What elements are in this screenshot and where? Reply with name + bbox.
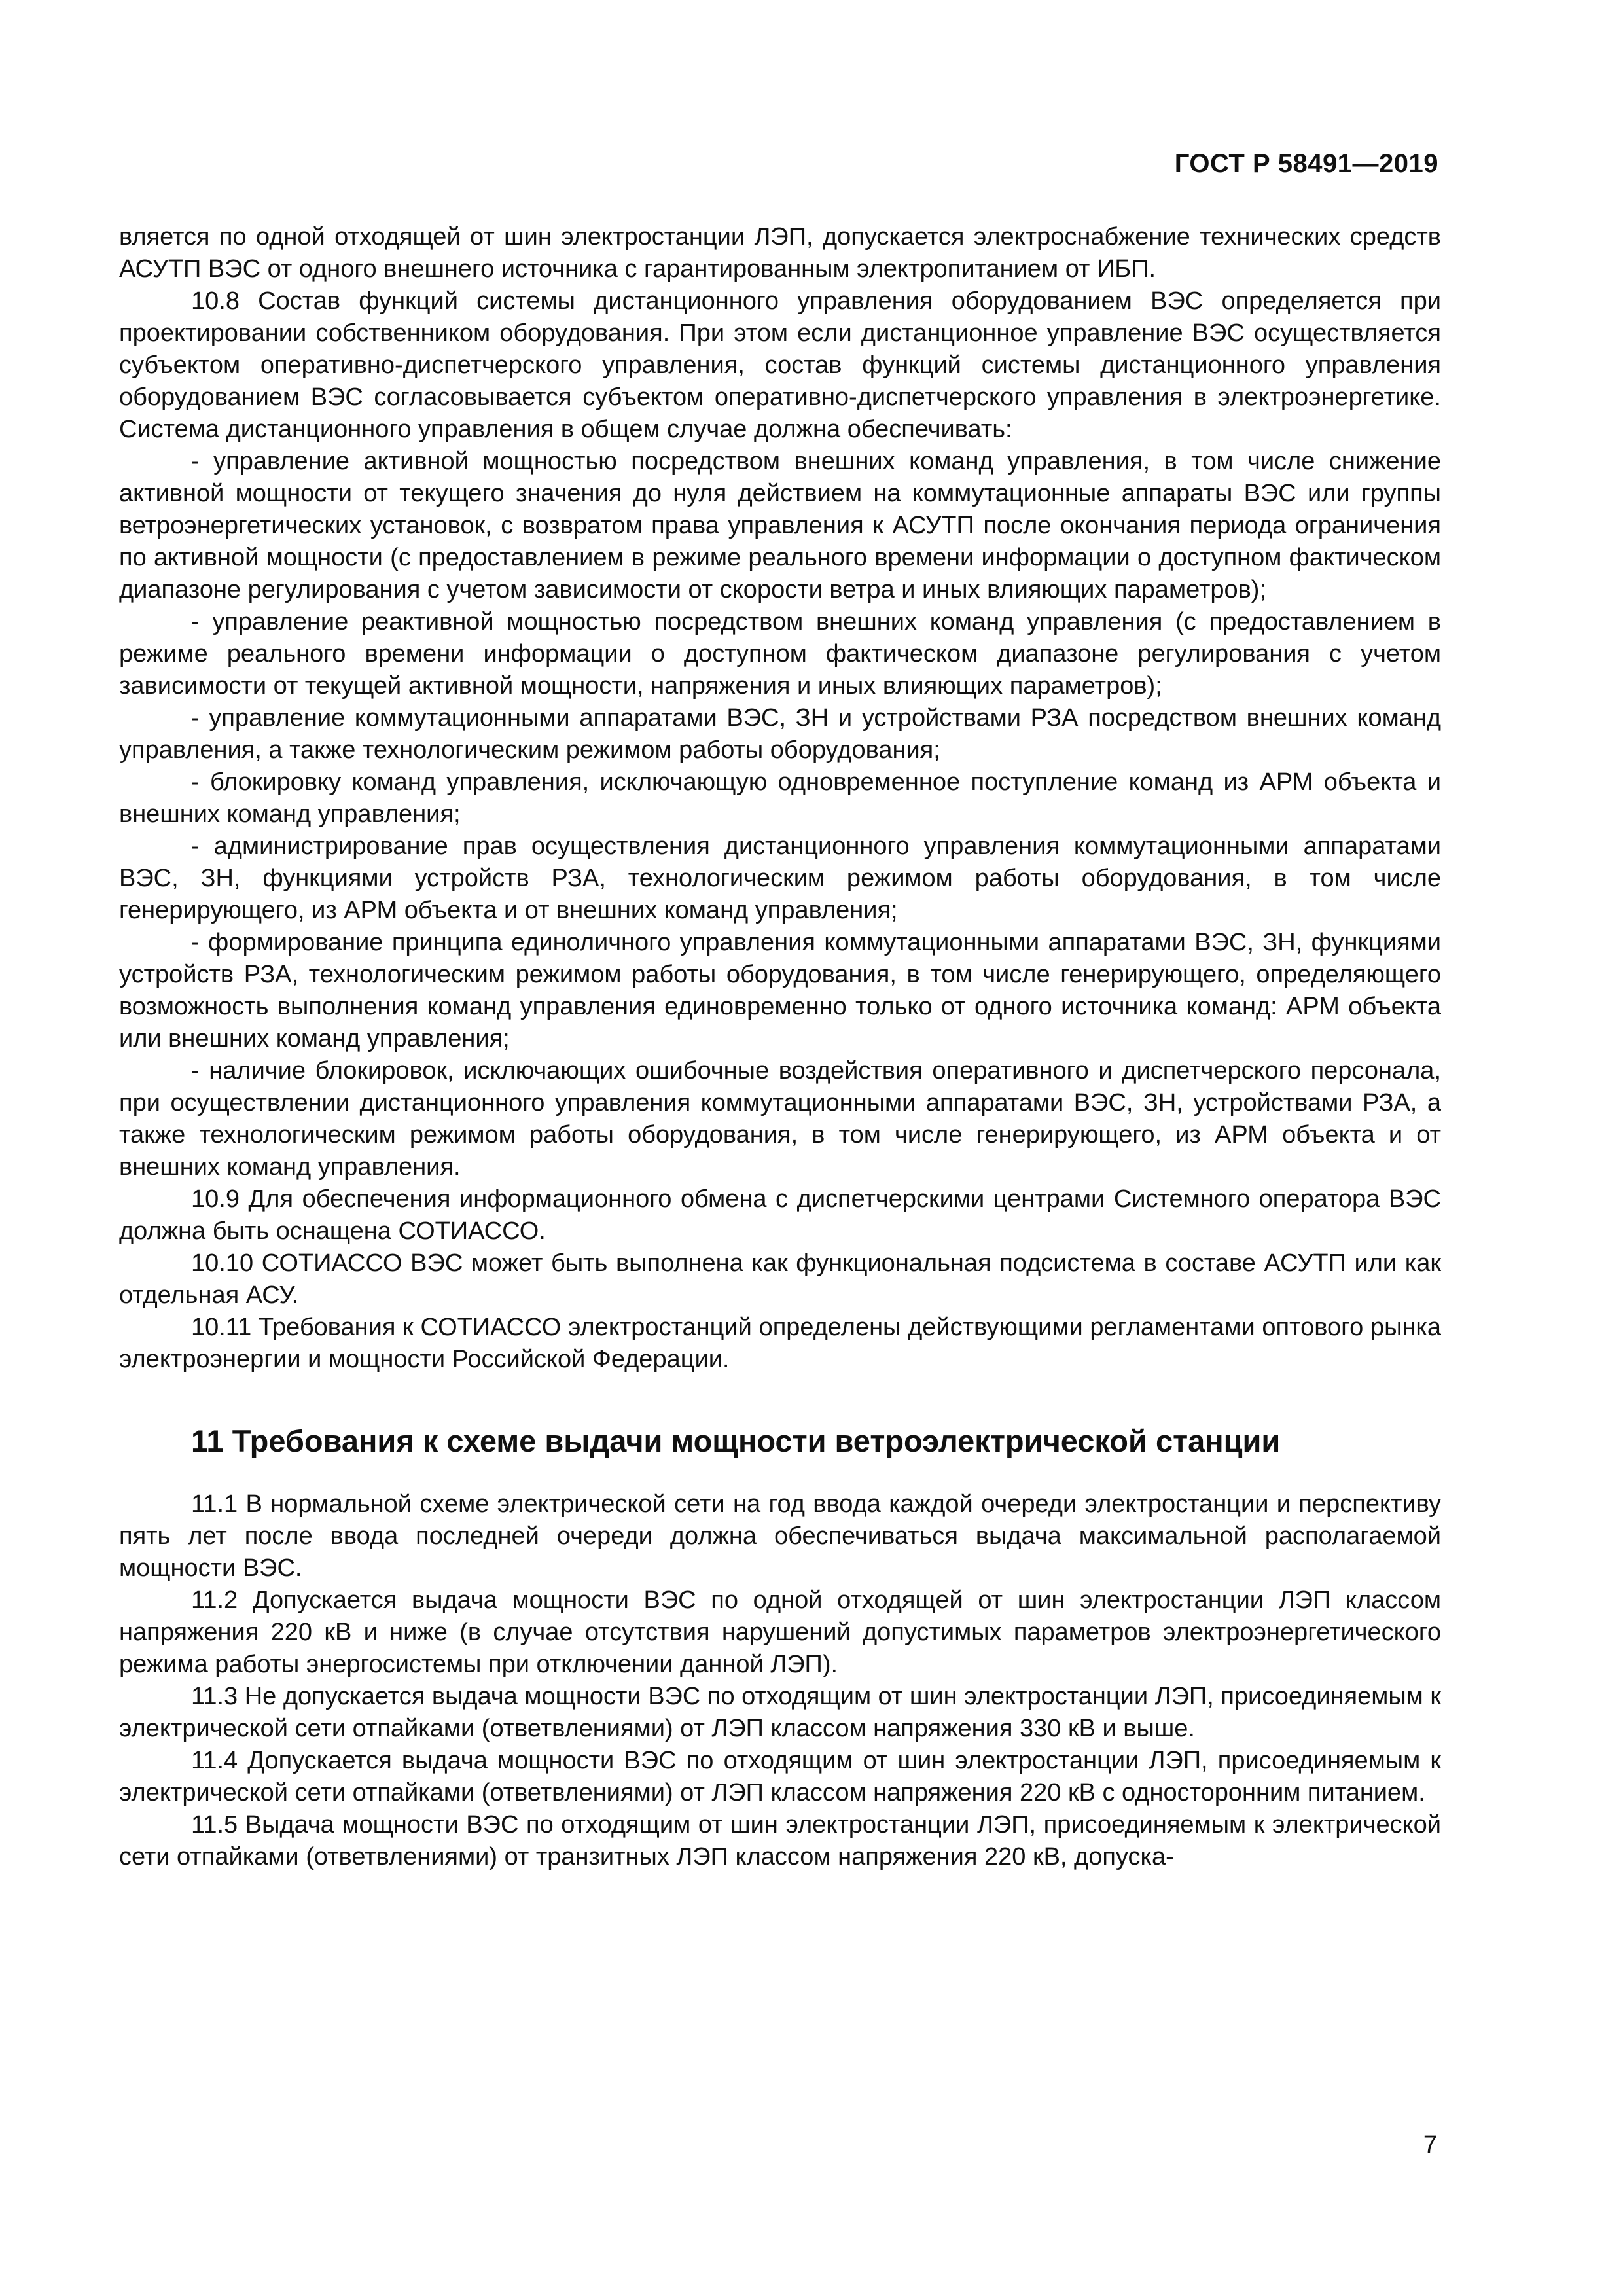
list-item-active-power: - управление активной мощностью посредством внешних команд управления, в том числе снижение активной мощности от текущего значения до нуля действием на коммутационные аппараты ВЭС или группы ветроэнергетических установок, с возвратом права управления к АСУТП после окончания периода ограничения по активной мощности (с предоставлением в режиме реального времени информации о доступном фактическом диапазоне регулирования с учетом зависимости от скорости ветра и иных влияющих параметров); [119,448,1441,603]
paragraph-11-3: 11.3 Не допускается выдача мощности ВЭС по отходящим от шин электростанции ЛЭП, присоединяемым к электрической сети отпайками (ответвлениями) от ЛЭП классом напряжения 330 кВ и выше. [119,1683,1441,1742]
list-item-switching-devices: - управление коммутационными аппаратами ВЭС, ЗН и устройствами РЗА посредством внешних команд управления, а также технологическим режимом работы оборудования; [119,704,1441,764]
page-number: 7 [1423,2131,1437,2159]
page-header: ГОСТ Р 58491—2019 [1174,149,1438,178]
paragraph-10-10: 10.10 СОТИАССО ВЭС может быть выполнена как функциональная подсистема в составе АСУТП или как отдельная АСУ. [119,1249,1441,1309]
paragraph-10-9: 10.9 Для обеспечения информационного обмена с диспетчерскими центрами Системного оператора ВЭС должна быть оснащена СОТИАССО. [119,1185,1441,1245]
paragraph-continuation: вляется по одной отходящей от шин электростанции ЛЭП, допускается электроснабжение технических средств АСУТП ВЭС от одного внешнего источника с гарантированным электропитанием от ИБП. [119,223,1441,283]
section-heading-11: 11 Требования к схеме выдачи мощности ветроэлектрической станции [191,1424,1281,1458]
paragraph-11-5: 11.5 Выдача мощности ВЭС по отходящим от шин электростанции ЛЭП, присоединяемым к электрической сети отпайками (ответвлениями) от транзитных ЛЭП классом напряжения 220 кВ, допуска- [119,1811,1441,1871]
paragraph-10-8: 10.8 Состав функций системы дистанционного управления оборудованием ВЭС определяется при проектировании собственником оборудования. При этом если дистанционное управление ВЭС осуществляется субъектом оперативно-диспетчерского управления, состав функций системы дистанционного управления оборудованием ВЭС согласовывается субъектом оперативно-диспетчерского управления в электроэнергетике. Система дистанционного управления в общем случае должна обеспечивать: [119,287,1441,443]
paragraph-11-2: 11.2 Допускается выдача мощности ВЭС по одной отходящей от шин электростанции ЛЭП классом напряжения 220 кВ и ниже (в случае отсутствия нарушений допустимых параметров электроэнергетического режима работы энергосистемы при отключении данной ЛЭП). [119,1587,1441,1678]
document-body [119,221,1441,1873]
paragraph-10-11: 10.11 Требования к СОТИАССО электростанций определены действующими регламентами оптового рынка электроэнергии и мощности Российской Федерации. [119,1314,1441,1373]
list-item-command-blocking: - блокировку команд управления, исключающую одновременное поступление команд из АРМ объекта и внешних команд управления; [119,768,1441,828]
list-item-reactive-power: - управление реактивной мощностью посредством внешних команд управления (с предоставлением в режиме реального времени информации о доступном фактическом диапазоне регулирования с учетом зависимости от текущей активной мощности, напряжения и иных влияющих параметров); [119,608,1441,700]
list-item-interlocks: - наличие блокировок, исключающих ошибочные воздействия оперативного и диспетчерского персонала, при осуществлении дистанционного управления коммутационными аппаратами ВЭС, ЗН, устройствами РЗА, а также технологическим режимом работы оборудования, в том числе генерирующего, из АРМ объекта и от внешних команд управления. [119,1057,1441,1181]
paragraph-11-4: 11.4 Допускается выдача мощности ВЭС по отходящим от шин электростанции ЛЭП, присоединяемым к электрической сети отпайками (ответвлениями) от ЛЭП классом напряжения 220 кВ с односторонним питанием. [119,1747,1441,1806]
list-item-rights-administration: - администрирование прав осуществления дистанционного управления коммутационными аппаратами ВЭС, ЗН, функциями устройств РЗА, технологическим режимом работы оборудования, в том числе генерирующего, из АРМ объекта и от внешних команд управления; [119,833,1441,924]
paragraph-11-1: 11.1 В нормальной схеме электрической сети на год ввода каждой очереди электростанции и перспективу пять лет после ввода последней очереди должна обеспечиваться выдача максимальной располагаемой мощности ВЭС. [119,1490,1441,1582]
list-item-single-control: - формирование принципа единоличного управления коммутационными аппаратами ВЭС, ЗН, функциями устройств РЗА, технологическим режимом работы оборудования, в том числе генерирующего, определяющего возможность выполнения команд управления единовременно только от одного источника команд: АРМ объекта или внешних команд управления; [119,929,1441,1052]
